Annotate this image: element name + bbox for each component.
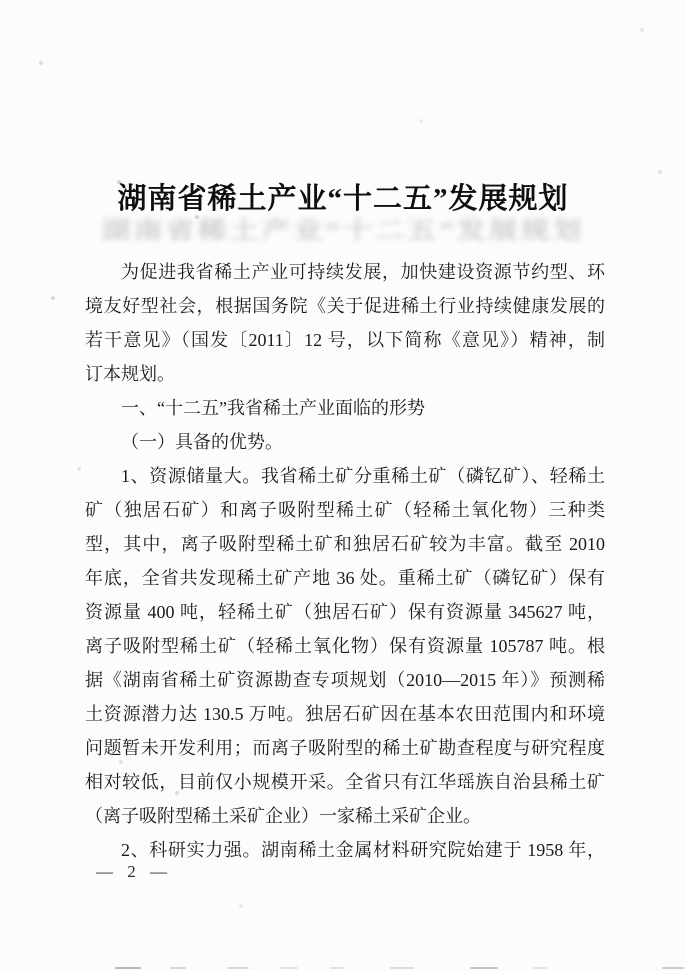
document-body <box>85 255 605 867</box>
text-line: 订本规划。 <box>85 364 175 384</box>
text-line: 矿（独居石矿）和离子吸附型稀土矿（轻稀土氧化物）三种类 <box>85 500 605 520</box>
text-line: 境友好型社会，根据国务院《关于促进稀土行业持续健康发展的 <box>85 296 605 316</box>
text-line: 1、资源储量大。我省稀土矿分重稀土矿（磷钇矿）、轻稀土 <box>121 466 605 486</box>
text-line: 一、“十二五”我省稀土产业面临的形势 <box>121 398 425 418</box>
text-line: 相对较低，目前仅小规模开采。全省只有江华瑶族自治县稀土矿 <box>85 772 605 792</box>
text-line: 若干意见》（国发〔2011〕12 号，以下简称《意见》）精神，制 <box>85 330 605 350</box>
text-line: （离子吸附型稀土采矿企业）一家稀土采矿企业。 <box>85 806 481 826</box>
scan-edge-artifact <box>390 967 414 969</box>
document-title: 湖南省稀土产业“十二五”发展规划 <box>117 183 569 215</box>
scan-noise-speckles <box>0 0 2 2</box>
page-number: — 2 — <box>96 862 172 881</box>
text-line: 资源量 400 吨，轻稀土矿（独居石矿）保有资源量 345627 吨， <box>85 602 605 622</box>
scan-edge-artifact <box>170 967 186 969</box>
title-ink-smudge-artifact: 湖南省稀土产业“十二五”发展规划 <box>101 217 585 245</box>
text-line: 型，其中，离子吸附型稀土矿和独居石矿较为丰富。截至 2010 <box>85 534 605 554</box>
scan-edge-artifact <box>662 967 684 969</box>
text-line: （一）具备的优势。 <box>121 432 283 452</box>
scan-edge-artifact <box>533 967 547 969</box>
scan-edge-artifact <box>330 967 344 969</box>
text-line: 2、科研实力强。湖南稀土金属材料研究院始建于 1958 年， <box>121 840 605 860</box>
text-line: 年底，全省共发现稀土矿产地 36 处。重稀土矿（磷钇矿）保有 <box>85 568 605 588</box>
text-line: 问题暂未开发利用；而离子吸附型的稀土矿勘查程度与研究程度 <box>85 738 605 758</box>
text-line: 据《湖南省稀土矿资源勘查专项规划（2010—2015 年）》预测稀 <box>85 670 605 690</box>
text-line: 为促进我省稀土产业可持续发展，加快建设资源节约型、环 <box>121 262 605 282</box>
scan-edge-artifact <box>227 967 249 969</box>
scan-edge-artifact <box>470 967 498 969</box>
text-line: 离子吸附型稀土矿（轻稀土氧化物）保有资源量 105787 吨。根 <box>85 636 605 656</box>
scan-edge-artifact <box>115 967 141 969</box>
scan-edge-artifact <box>280 967 298 969</box>
text-line: 土资源潜力达 130.5 万吨。独居石矿因在基本农田范围内和环境 <box>85 704 605 724</box>
